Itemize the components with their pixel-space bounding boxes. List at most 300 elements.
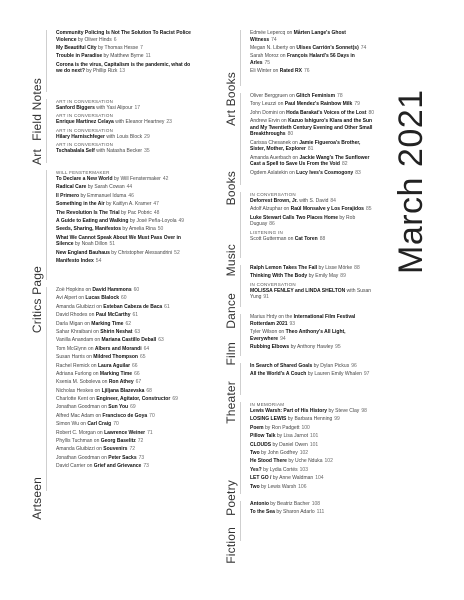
section-label-text: Artseen [30,477,44,520]
entry-kicker: IN MEMORIAM [250,402,285,407]
entry-title: Laura Aguilar [97,362,131,369]
section-label [222,93,238,206]
entry-author: by Amelia Rina [122,226,156,233]
entry-page-number: 85 [365,206,372,213]
entry-title: Radical Care [56,184,87,191]
contents-entry[interactable] [250,433,374,440]
contents-entry[interactable] [56,463,198,470]
section-label [222,265,238,329]
entry-author: by Sarah Cowan [87,184,125,191]
entry-title: A Guide to Eating and Walking [56,217,129,224]
entry-title: Carl Craig [87,421,112,428]
contents-entry[interactable] [56,446,198,453]
entry-page-number: 47 [153,201,159,208]
contents-entry[interactable] [56,62,198,75]
section-label [222,192,238,277]
entry-page-number: 23 [166,119,172,126]
contents-entry[interactable] [250,265,374,272]
entry-title: New England Bauhaus [56,249,110,256]
contents-entry[interactable] [56,105,198,112]
contents-entry[interactable] [56,363,198,370]
entry-page-number: 108 [311,501,321,507]
entry-kicker: IN CONVERSATION [250,281,296,287]
entry-page-number: 73 [143,463,149,470]
entry-title: Lawrence Weiner [104,429,146,436]
entry-title: Raúl Monsalve y Los Forajidos [290,206,364,213]
contents-entry[interactable] [56,184,198,191]
contents-entry[interactable] [56,119,198,126]
contents-entry[interactable] [250,155,374,168]
section-label [222,314,238,366]
section-label-text: Music [224,244,238,277]
section-label [222,30,238,126]
entry-page-number: 60 [121,295,127,302]
entry-page-number: 48 [153,209,160,216]
contents-entry[interactable] [250,45,374,52]
section-label-text: Books [224,171,238,206]
entry-author: by Matthew Byrne [103,53,144,60]
entry-page-number: 103 [299,466,308,473]
entry-page-number: 96 [351,363,357,369]
contents-entry[interactable] [250,458,374,465]
entry-title: CLOUDS [250,441,272,448]
entry-title: Sanford Biggers [56,105,95,111]
entry-page-number: 111 [316,509,325,516]
contents-entry[interactable] [56,354,198,361]
entry-title: Seeds, Sharing, Manifestos [56,226,122,233]
contents-entry[interactable] [250,442,374,449]
entry-kicker: IN CONVERSATION [250,192,296,197]
entry-page-number: 95 [335,343,341,350]
entry-author: by Beatriz Bacher [270,501,310,507]
entry-title: Paul McCarthy [95,312,131,319]
entry-kicker: LISTENING IN [250,229,284,235]
entry-title: Ulises Carrión's Sonnet(s) [296,44,359,51]
entry-title: Jamie Figueroa's Brother, Sister, Mother, Explorer [250,139,361,153]
contents-entry[interactable] [56,337,198,344]
entry-title: Kazuo Ishiguro's Klara and the Sun and My Twentieth Century Evening and Other Small Breakthroughs [250,118,373,138]
section-divider [240,265,241,307]
contents-entry[interactable] [250,363,374,370]
entry-author: Rachel Remick on [56,362,97,369]
entry-author: Sahar Khraibani on [56,328,99,335]
entry-author: with Louis Block [106,133,143,140]
entry-author: by Rob Duguay [250,214,356,228]
entry-author: with Eleanor Heartney [115,119,165,126]
entry-page-number: 99 [334,416,340,423]
entry-title: Marking Time [91,320,124,327]
entry-title: Georg Baselitz [100,438,136,445]
contents-entry[interactable] [250,53,374,66]
entry-page-number: 63 [134,328,140,335]
contents-entry[interactable] [250,509,374,516]
entry-title: Shirin Neshat [100,328,133,335]
entry-page-number: 65 [139,354,146,361]
entry-page-number: 88 [354,265,360,271]
section-divider [46,287,47,491]
entry-page-number: 51 [109,241,115,248]
contents-entry[interactable] [250,416,374,423]
section-label [28,170,44,334]
contents-entry[interactable] [250,140,374,153]
contents-entry[interactable] [56,388,198,395]
contents-entry[interactable] [56,53,198,60]
entry-author: Jonathan Goodman on [56,454,107,461]
entry-page-number: 76 [303,68,310,75]
entry-author: by Phillip Rizk [86,68,118,75]
entry-page-number: 104 [315,475,324,482]
section-divider [240,402,241,494]
contents-entry[interactable] [56,250,198,257]
contents-entry[interactable] [250,215,374,228]
entry-page-number: 63 [158,337,164,344]
entry-title: All the World's A Couch [250,371,307,378]
entry-author: David Rhodes on [56,312,95,319]
contents-entry[interactable] [56,226,198,233]
section-label-text: Dance [224,293,238,329]
entry-title: Mårten Lange's Ghost Witness [250,30,346,43]
entry-title: Community Policing Is Not The Solution To Racist Police Violence [56,30,191,43]
section-artseen [28,287,198,520]
contents-entry[interactable] [250,30,374,43]
contents-entry[interactable] [56,321,198,328]
contents-entry[interactable] [250,450,374,457]
entry-title: Peter Sacks [108,454,137,461]
contents-entry[interactable] [250,206,374,213]
section-divider [46,170,47,280]
contents-entry[interactable] [56,430,198,437]
entry-author: by Anne Waldman [272,475,314,482]
section-label-text: Field Notes [30,78,44,141]
entry-page-number: 79 [354,101,360,108]
entry-title: LET GO / [250,475,272,482]
entry-author: Amanda Gluibizzi on [56,446,102,453]
contents-entry[interactable] [56,404,198,411]
contents-entry[interactable] [56,329,198,336]
entry-title: MOLISSA FENLEY and LINDA SHELTON [250,287,346,294]
entry-title: Cat Toren [294,235,318,242]
entry-author: with Yasi Alipour [96,105,133,111]
entry-title: Two [250,449,260,456]
entry-author: by Christopher Alessandrini [111,249,173,256]
entry-author: Oliver Berggruen on [250,93,295,99]
entry-author: Zoë Hopkins on [56,287,92,293]
entry-author: Phyllis Tuchman on [56,438,100,445]
contents-entry[interactable] [250,93,374,100]
entry-page-number: 66 [134,370,140,377]
entry-title: Glitch Feminism [296,93,336,99]
entry-page-number: 72 [129,446,135,453]
entry-title: Trouble in Paradise [56,53,103,60]
entry-author: by Dylan Pickus [313,363,350,369]
entry-title: Something in the Air [56,201,105,208]
entry-page-number: 73 [138,454,145,461]
section-label [28,30,44,141]
contents-entry[interactable] [56,304,198,311]
entry-author: Vanilla Anandam on [56,337,101,344]
entry-author: by Ron Padgett [265,424,300,431]
entry-page-number: 60 [133,287,140,293]
entry-kicker: ART IN CONVERSATION [56,99,114,104]
contents-entry[interactable] [250,329,374,342]
contents-entry[interactable] [56,295,198,302]
entry-title: Il Primero [56,192,80,199]
entry-author: by Emmanuel Iduma [80,192,127,199]
entry-title: Souvenirs [103,446,128,453]
contents-entry[interactable] [56,396,198,403]
contents-entry[interactable] [250,425,374,432]
entry-author: Amanda Auerbach on [250,154,299,161]
entry-title: Lucas Blalock [85,295,120,302]
entry-author: by Lisse Mörke [318,265,353,271]
entry-title: Mariana Castillo Deball [101,337,157,344]
entry-page-number: 82 [341,161,348,168]
entry-page-number: 64 [143,345,150,352]
entry-author: Amanda Gluibizzi on [56,303,102,310]
section-label-text: Theater [224,381,238,424]
section-label-text: Fiction [224,527,238,564]
contents-entry[interactable] [250,68,374,75]
contents-entry[interactable] [56,176,198,183]
entry-title: The Revolution Is The Trial [56,209,120,216]
entry-author: with S. David [299,198,329,204]
contents-entry[interactable] [250,170,374,177]
contents-entry[interactable] [56,413,198,420]
entry-author: by Lydia Cortés [263,466,298,473]
entry-title: Theo Anthony's All Light, Everywhere [250,328,346,342]
entry-page-number: 74 [360,44,367,51]
entry-title: My Beautiful City [56,44,97,51]
contents-entry[interactable] [56,134,198,141]
section-divider [46,99,47,163]
entry-title: Ralph Lemon Takes The Fall [250,265,318,271]
contents-entry[interactable] [56,312,198,319]
entry-author: by Pac Pobric [121,209,152,216]
contents-entry[interactable] [250,467,374,474]
entry-title: Tschabalala Self [56,148,95,155]
entry-page-number: 67 [135,379,142,386]
contents-entry[interactable] [250,475,374,482]
entry-title: Corona is the virus, Capitalism is the pandemic, what do we do next? [56,61,191,75]
entry-page-number: 13 [119,68,125,75]
entry-page-number: 102 [299,449,309,456]
contents-entry[interactable] [250,501,374,508]
section-art [28,99,198,163]
entry-page-number: 88 [319,235,326,242]
entry-page-number: 80 [287,131,294,138]
entry-page-number: 35 [144,148,150,155]
entry-title: Mildred Thompson [93,354,138,361]
contents-entry[interactable] [250,484,374,491]
issue-title-text: March 2021 [392,89,430,274]
section-label-text: Poetry [224,480,238,516]
entry-title: Rubbing Elbows [250,343,290,350]
entry-author: Tyler Wilson on [250,328,285,335]
entry-title: Sun You [108,404,129,411]
entry-page-number: 70 [149,412,155,419]
entry-author: Sarah Moroz on [250,53,286,60]
entry-title: Manifesto Index [56,258,94,265]
contents-entry[interactable] [56,287,198,294]
entry-author: by Lauren Emily Whalen [307,371,362,378]
section-divider [240,93,241,185]
section-label [222,363,238,424]
contents-entry[interactable] [56,30,198,43]
entry-page-number: 29 [144,133,150,140]
contents-entry[interactable] [56,235,198,248]
contents-entry[interactable] [250,118,374,138]
entry-author: Eli Winter on [250,68,279,75]
entry-page-number: 74 [271,36,277,43]
entry-page-number: 101 [309,441,319,448]
entry-title: Hilary Harnischfeger [56,133,105,140]
entry-page-number: 86 [269,221,275,228]
entry-author: by Kaitlyn A. Kramer [106,201,152,208]
section-divider [240,30,241,86]
entry-author: by Noah Dillon [74,241,108,248]
contents-entry[interactable] [56,346,198,353]
contents-entry[interactable] [250,273,374,280]
contents-entry[interactable] [56,371,198,378]
entry-title: Ron Athey [108,379,134,386]
entry-page-number: 69 [172,396,178,403]
entry-title: Lucy Ives's Cosmogony [296,169,354,176]
entry-title: He Stood There [250,458,287,465]
entry-title: Poem [250,424,264,431]
entry-page-number: 69 [130,404,136,411]
contents-entry[interactable] [56,45,198,52]
entry-author: by José Peña-Loyola [129,217,177,224]
entry-page-number: 98 [361,408,367,414]
entry-author: John Domini on [250,109,285,116]
entry-author: by Sharon Adarlo [276,509,315,516]
entry-author: Marius Hrdy on the [250,314,293,320]
contents-entry[interactable] [56,421,198,428]
entry-kicker: ART IN CONVERSATION [56,113,114,119]
contents-entry[interactable] [56,201,198,208]
entry-page-number: 71 [147,429,153,436]
entry-title: Lewis Warsh: Part of His History [250,408,328,414]
contents-entry[interactable] [250,110,374,117]
entry-page-number: 49 [178,217,185,224]
entry-page-number: 83 [355,169,361,176]
entry-author: Tony Leuzzi on [250,101,284,108]
entry-title: Rated RX [279,68,302,75]
contents-entry[interactable] [250,101,374,108]
entry-author: by Emily May [308,273,339,280]
section-fiction [222,501,374,564]
entry-author: Scott Gutterman on [250,235,294,242]
entry-title: LOSING LEWIS [250,416,287,423]
section-label-text: Critics Page [30,266,44,334]
entry-page-number: 101 [310,433,319,440]
entry-author: by Oliver Hinds [77,36,112,43]
entry-author: Nicholas Heskes on [56,387,101,394]
entry-title: Antonio [250,501,269,507]
entry-author: by Lewis Warsh [261,483,297,490]
contents-entry[interactable] [250,408,374,415]
entry-author: Edmée Lepercq on [250,30,293,36]
entry-page-number: 61 [132,312,139,319]
section-divider [240,314,241,356]
entry-kicker: ART IN CONVERSATION [56,142,114,148]
entry-title: Enrique Martínez Celaya [56,119,114,126]
entry-page-number: 72 [137,438,144,445]
entry-author: by Anthony Hawley [290,343,334,350]
entry-title: To the Sea [250,509,275,516]
entry-page-number: 6 [113,36,117,43]
entry-title: In Search of Shared Goals [250,363,313,369]
contents-entry[interactable] [250,344,374,351]
section-label-text: Art Books [224,72,238,126]
left-column [28,30,198,520]
entry-title: Hoda Barakat's Voices of the Lost [286,109,367,116]
contents-entry[interactable] [250,371,374,378]
section-label-text: Film [224,342,238,366]
entry-title: Jackie Wang's The Sunflower Cast a Spell to Save Us From the Void [250,154,370,168]
contents-entry[interactable] [56,193,198,200]
contents-entry[interactable] [56,379,198,386]
entry-author: Megan N. Liberty on [250,44,296,51]
entry-author: by Barbara Henning [287,416,333,423]
entry-kicker: WILL FENSTERMAKER [56,170,110,175]
contents-entry[interactable] [250,314,374,327]
entry-author: Darla Migan on [56,320,90,327]
entry-author: by Daniel Owen [272,441,308,448]
entry-author: by Will Fenstermaker [113,176,161,182]
entry-page-number: 61 [164,303,170,310]
contents-entry[interactable] [250,288,374,301]
entry-author: Avi Alpert on [56,295,84,302]
section-divider [240,363,241,395]
entry-author: Simon Wu on [56,421,86,428]
contents-entry[interactable] [56,148,198,155]
entry-author: Andrew Ervin on [250,118,287,125]
contents-entry[interactable] [250,198,374,205]
entry-page-number: 54 [95,258,102,265]
right-column [222,30,374,564]
section-divider [46,30,47,92]
contents-entry[interactable] [56,210,198,217]
entry-title: What We Cannot Speak About We Must Pass Over in Silence [56,234,181,248]
entry-author: by Thomas Hesse [97,44,139,51]
section-label [28,287,44,520]
entry-author: with Natasha Becker [96,148,143,155]
entry-page-number: 102 [324,458,333,465]
entry-page-number: 93 [289,320,296,327]
section-label [222,501,238,564]
section-divider [240,192,241,258]
entry-author: Susan Harris on [56,354,92,361]
entry-title: Ljiljana Blazevska [101,387,145,394]
entry-author: Adolf Alzuphar on [250,206,290,213]
entry-kicker: ART IN CONVERSATION [56,127,114,133]
entry-author: Charlotte Kent on [56,396,95,403]
entry-page-number: 84 [330,198,336,204]
contents-entry[interactable] [56,455,198,462]
entry-title: Marking Time [99,370,133,377]
entry-author: Ogdem Aslatekin on [250,169,295,176]
entry-page-number: 17 [134,105,141,111]
entry-page-number: 89 [340,273,346,280]
contents-entry[interactable] [56,218,198,225]
entry-page-number: 11 [145,53,151,60]
contents-entry[interactable] [250,236,374,243]
contents-entry[interactable] [56,258,198,265]
entry-author: Ksenia M. Soboleva on [56,379,108,386]
entry-page-number: 44 [126,184,133,191]
contents-entry[interactable] [56,438,198,445]
